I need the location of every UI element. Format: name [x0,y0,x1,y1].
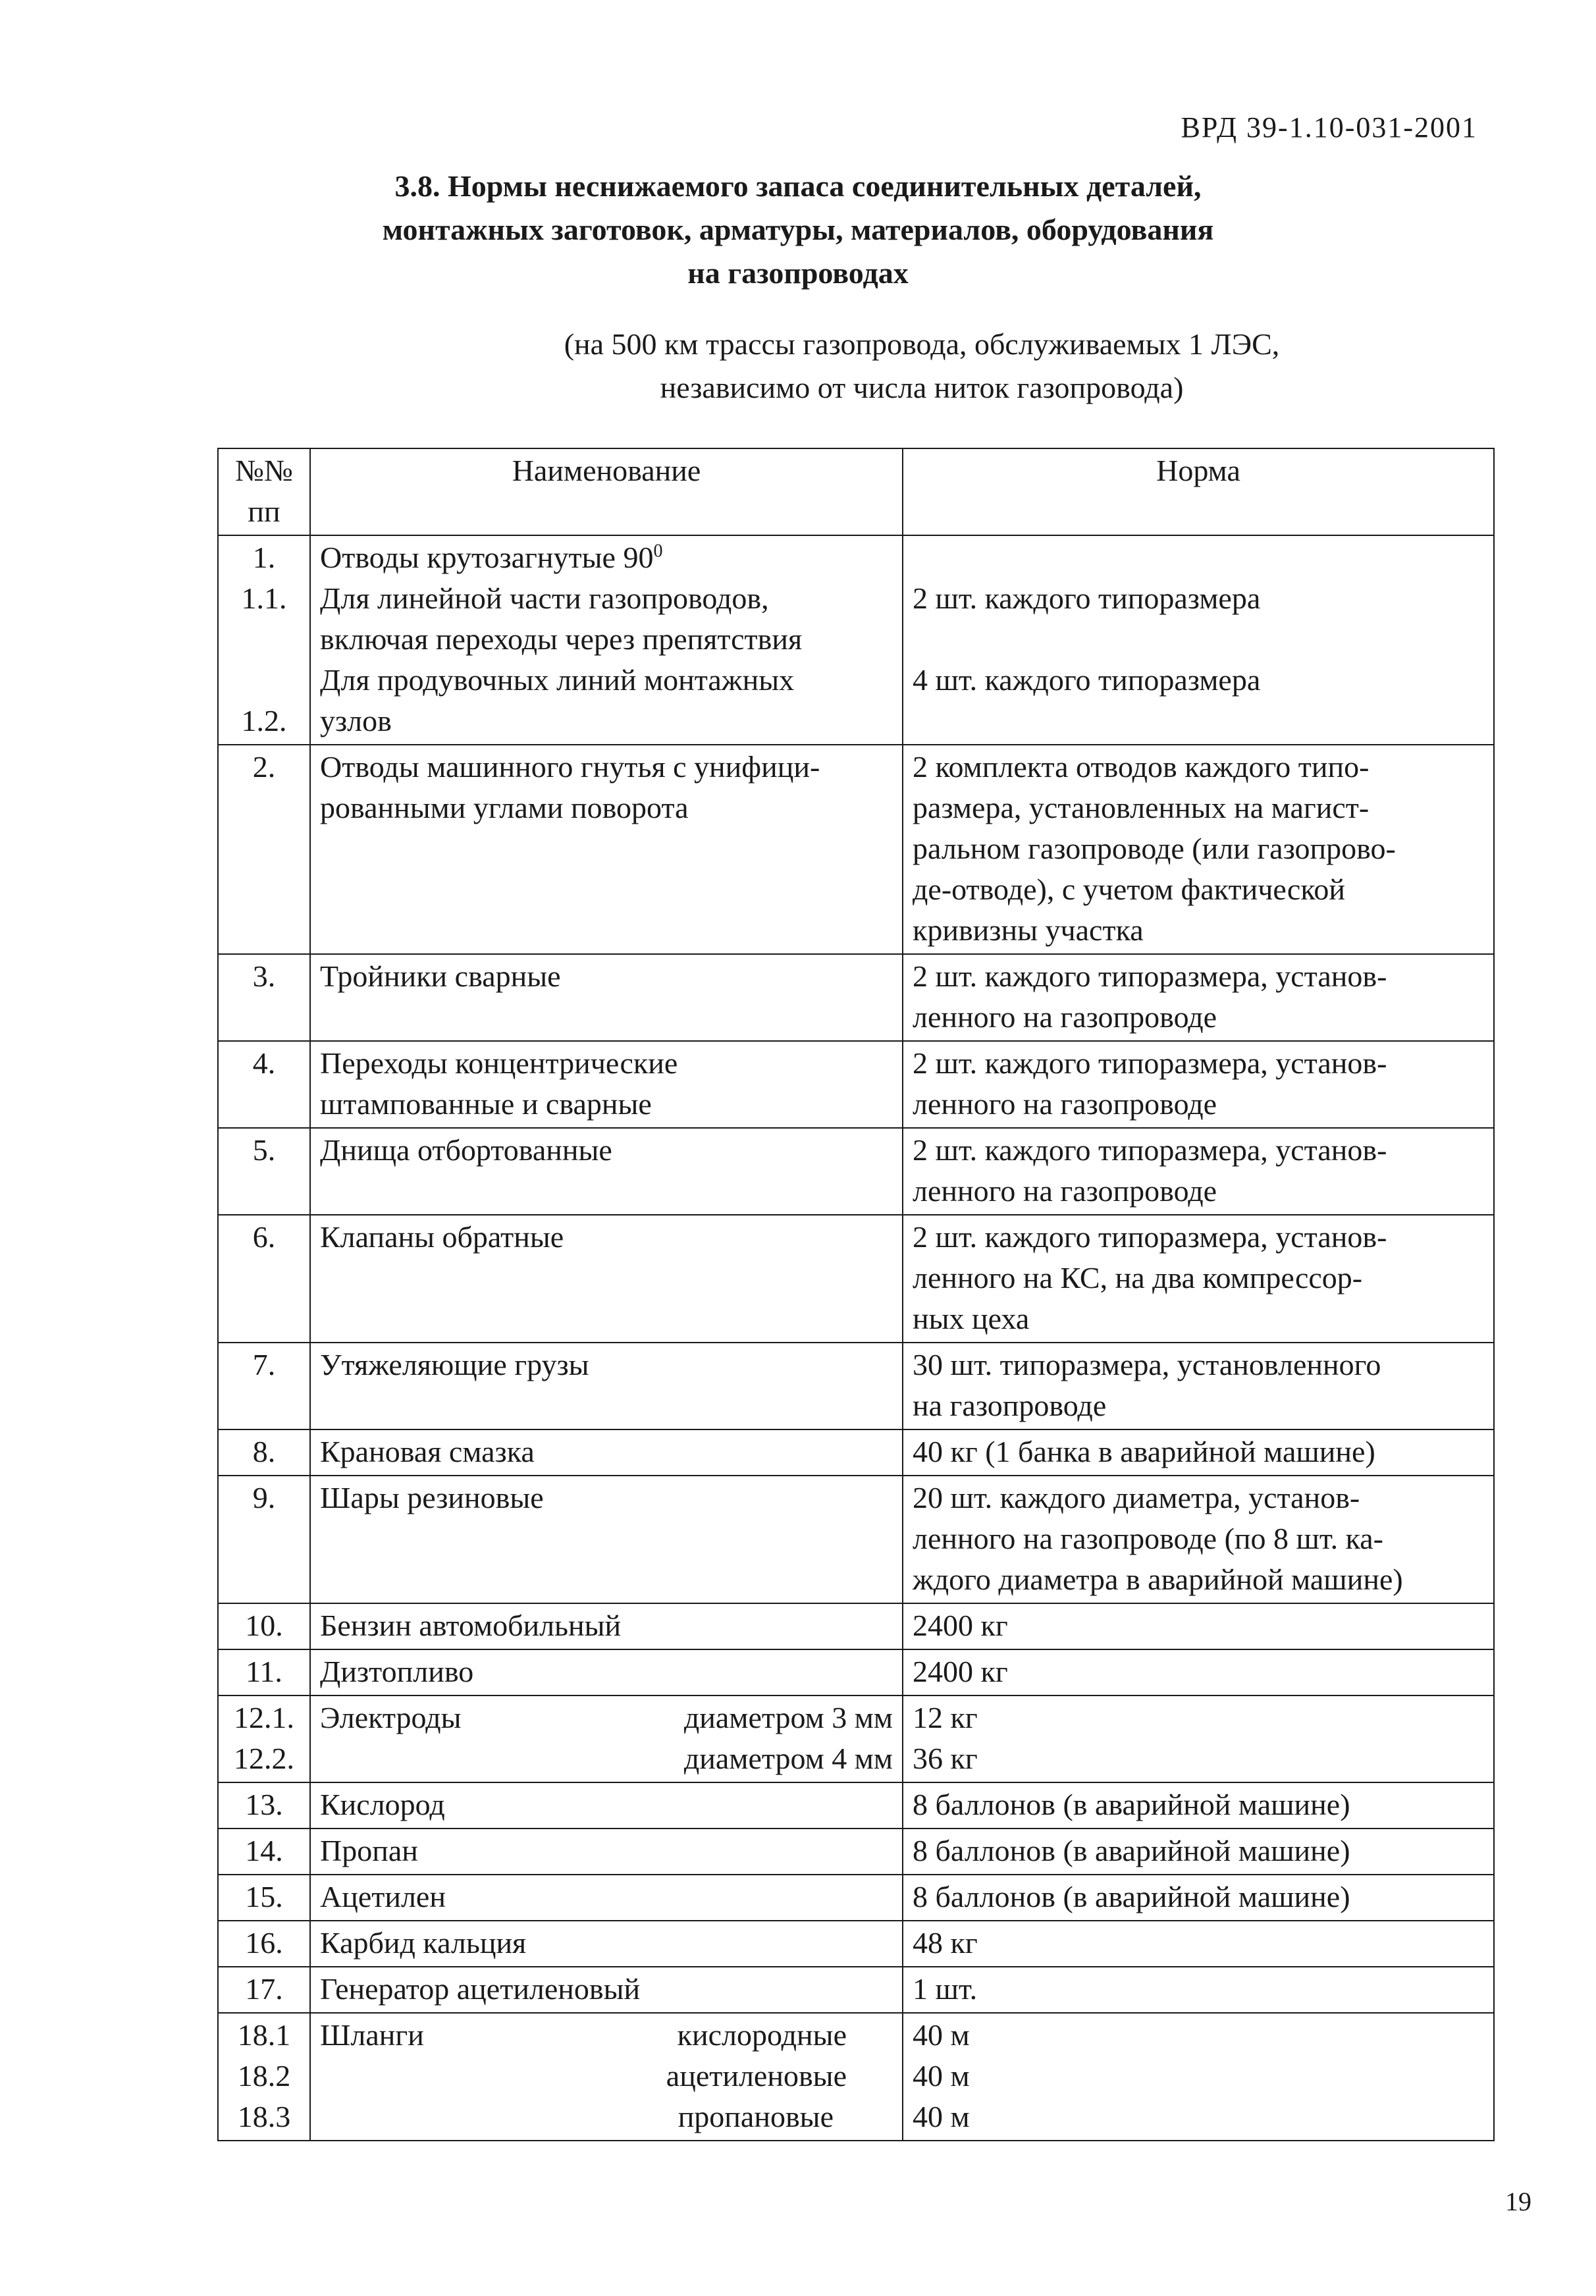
table-row [218,1875,1494,1921]
row-number: 6. [218,1215,310,1343]
header-number: №№ пп [218,448,310,535]
row-norm: 8 баллонов (в аварийной машине) [903,1782,1494,1829]
row-name: Генератор ацетиленовый [310,1967,903,2013]
row-name: Отводы крутозагнутые $90^0$ Для линейной части газопроводов, включая переходы через препятствия Для продувочных линий монтажных узлов [310,535,903,745]
row-norm: 2 шт. каждого типоразмера, установ- ленного на газопроводе [903,1128,1494,1215]
row-norm: 8 баллонов (в аварийной машине) [903,1829,1494,1875]
row-number: 14. [218,1829,310,1875]
table-row [218,1476,1494,1603]
row-number: 2. [218,745,310,954]
row-number: 15. [218,1875,310,1921]
row-number: 9. [218,1476,310,1603]
row-name: Ацетилен [310,1875,903,1921]
table-row [218,1343,1494,1429]
table-row [218,1695,1494,1782]
section-title [0,165,1596,295]
row-name: Крановая смазка [310,1429,903,1476]
row-number: 5. [218,1128,310,1215]
table-row [218,1128,1494,1215]
row-number: 4. [218,1041,310,1128]
row-number: 3. [218,954,310,1041]
row-norm: 40 м 40 м 40 м [903,2013,1494,2141]
row-name: Карбид кальция [310,1921,903,1967]
row-name: Электроды диаметром 3 мм диаметром 4 мм [310,1695,903,1782]
table-row [218,954,1494,1041]
row-name: Переходы концентрические штампованные и сварные [310,1041,903,1128]
row-name: Утяжеляющие грузы [310,1343,903,1429]
table-row [218,1921,1494,1967]
header-norm: Норма [903,448,1494,535]
table-row [218,1041,1494,1128]
page-number: 19 [1505,2187,1531,2216]
row-name: Шары резиновые [310,1476,903,1603]
row-norm: 2400 кг [903,1603,1494,1649]
row-name: Дизтопливо [310,1649,903,1695]
row-number: 12.1. 12.2. [218,1695,310,1782]
row-norm: 30 шт. типоразмера, установленного на газопроводе [903,1343,1494,1429]
row-norm: 2400 кг [903,1649,1494,1695]
row-name: Днища отбортованные [310,1128,903,1215]
table-row [218,1603,1494,1649]
row-norm: 8 баллонов (в аварийной машине) [903,1875,1494,1921]
row-name: Тройники сварные [310,954,903,1041]
row-norm: 12 кг 36 кг [903,1695,1494,1782]
table-row [218,745,1494,954]
row-norm: 2 шт. каждого типоразмера 4 шт. каждого типоразмера [903,535,1494,745]
table-row [218,1829,1494,1875]
title-line-3: на газопроводах [687,256,909,290]
header-name: Наименование [310,448,903,535]
table-row [218,1967,1494,2013]
title-line-2: монтажных заготовок, арматуры, материалов, оборудования [382,213,1214,246]
row-norm: 1 шт. [903,1967,1494,2013]
norms-table [217,448,1495,2141]
section-subtitle [461,323,1383,410]
subtitle-line-2: независимо от числа ниток газопровода) [660,371,1184,404]
row-number: 11. [218,1649,310,1695]
title-line-1: 3.8. Нормы неснижаемого запаса соединительных деталей, [394,169,1202,203]
row-name: Пропан [310,1829,903,1875]
row-name: Отводы машинного гнутья с унифици- рованными углами поворота [310,745,903,954]
table-row [218,1782,1494,1829]
row-name: Шланги кислородные ацетиленовые пропановые [310,2013,903,2141]
row-name: Кислород [310,1782,903,1829]
row-norm: 2 шт. каждого типоразмера, установ- ленного на газопроводе [903,1041,1494,1128]
row-number: 8. [218,1429,310,1476]
row-norm: 2 шт. каждого типоразмера, установ- ленного на газопроводе [903,954,1494,1041]
row-norm: 2 комплекта отводов каждого типо- размера, установленных на магист- ральном газопроводе (или газопрово- де-отводе), с учетом фактической кривизны участка [903,745,1494,954]
table-row [218,1649,1494,1695]
document-code: ВРД 39-1.10-031-2001 [1181,111,1477,144]
row-name: Клапаны обратные [310,1215,903,1343]
row-number: 7. [218,1343,310,1429]
table-row [218,1215,1494,1343]
row-number: 18.1 18.2 18.3 [218,2013,310,2141]
row-norm: 2 шт. каждого типоразмера, установ- ленного на КС, на два компрессор- ных цеха [903,1215,1494,1343]
row-number: 16. [218,1921,310,1967]
table-row [218,535,1494,745]
row-norm: 40 кг (1 банка в аварийной машине) [903,1429,1494,1476]
table-row [218,1429,1494,1476]
row-number: 17. [218,1967,310,2013]
row-norm: 48 кг [903,1921,1494,1967]
row-norm: 20 шт. каждого диаметра, установ- ленного на газопроводе (по 8 шт. ка- ждого диаметра в аварийной машине) [903,1476,1494,1603]
row-name: Бензин автомобильный [310,1603,903,1649]
subtitle-line-1: (на 500 км трассы газопровода, обслуживаемых 1 ЛЭС, [564,327,1280,361]
row-number: 13. [218,1782,310,1829]
table-row [218,2013,1494,2141]
row-number: 10. [218,1603,310,1649]
table-header-row [218,448,1494,535]
row-number: 1. 1.1. 1.2. [218,535,310,745]
